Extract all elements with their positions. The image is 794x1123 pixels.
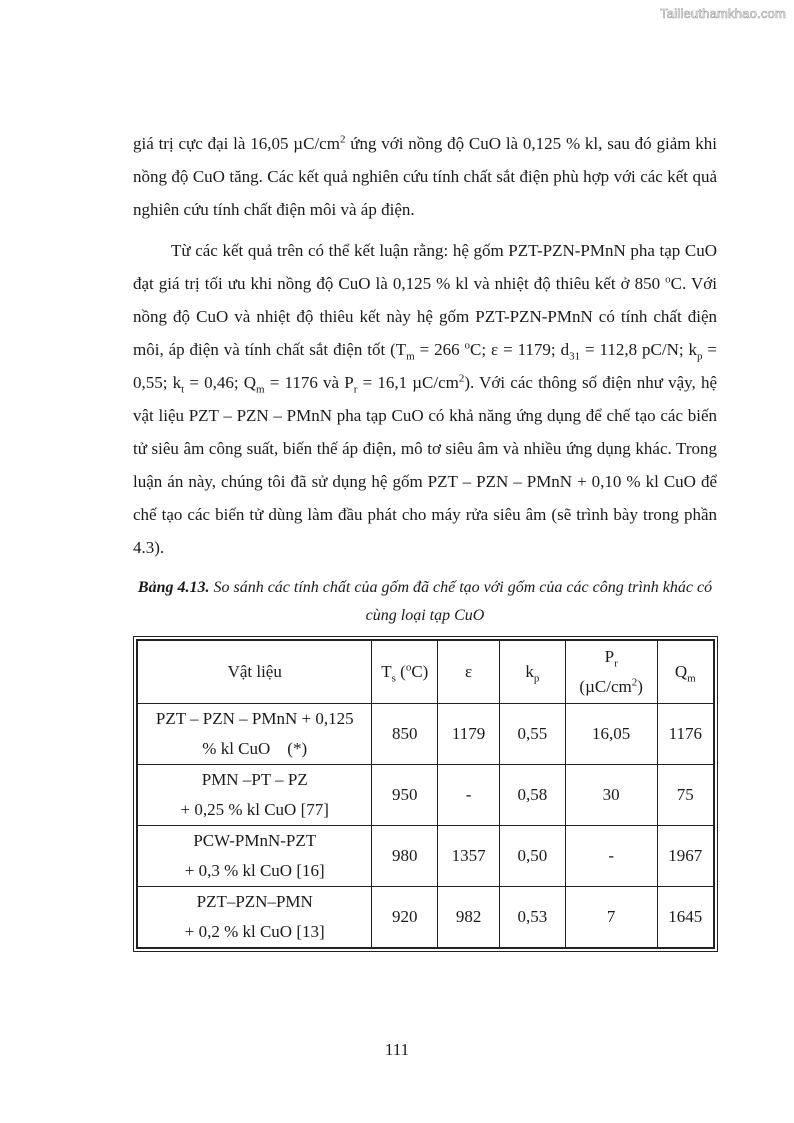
cell-text: PZT – PZN – PMnN + 0,125 [155, 709, 354, 728]
subscript: m [687, 672, 696, 685]
cell-text: + 0,2 % kl CuO [13] [184, 922, 325, 941]
cell-qm: 1967 [657, 826, 714, 887]
cell-material [137, 704, 372, 765]
cell-material [137, 765, 372, 826]
text-run: = 0,55; k [133, 340, 717, 392]
text-run: = 266 [414, 340, 465, 359]
superscript: 2 [339, 133, 346, 146]
header-qm [657, 640, 714, 704]
cell-epsilon: 1357 [438, 826, 500, 887]
table-row [137, 704, 714, 765]
header-text: Q [674, 662, 688, 681]
text-run: = 1176 và P [264, 373, 354, 392]
text-run: = 16,1 µC/cm [357, 373, 459, 392]
header-text: k [525, 662, 534, 681]
text-run: C; ε = 1179; d [470, 340, 570, 359]
header-material [137, 640, 372, 704]
cell-ts: 850 [372, 704, 438, 765]
cell-qm: 1176 [657, 704, 714, 765]
header-kp [500, 640, 566, 704]
subscript: p [697, 350, 703, 363]
cell-kp: 0,50 [500, 826, 566, 887]
caption-label: Bảng 4.13. [137, 579, 210, 596]
superscript: o [665, 273, 671, 286]
cell-epsilon: 1179 [438, 704, 500, 765]
text-run: giá trị cực đại là 16,05 µC/cm [133, 134, 340, 153]
cell-epsilon: - [438, 765, 500, 826]
text-run: Từ các kết quả trên có thể kết luận rằng: hệ gốm PZT-PZN-PMnN pha tạp CuO đạt giá trị tối ưu khi nồng độ CuO là 0,125 % kl và nhiệt độ thiêu kết ở 850 [133, 241, 717, 293]
subscript: t [181, 383, 185, 396]
paragraph-1 [133, 127, 717, 226]
cell-material [137, 826, 372, 887]
cell-text: % kl CuO (*) [202, 739, 308, 758]
table-row [137, 765, 714, 826]
caption-text: So sánh các tính chất của gốm đã chế tạo với gốm của các công trình khác có cùng loại tạp CuO [209, 579, 713, 624]
text-run: ứng với nồng độ CuO là 0,125 % kl, sau đó giảm khi nồng độ CuO tăng. Các kết quả nghiên cứu tính chất sắt điện phù hợp với các kết quả nghiên cứu tính chất điện môi và áp điện. [133, 134, 717, 219]
header-text: Vật liệu [227, 662, 282, 681]
header-text: ε [465, 662, 473, 681]
cell-pr: 30 [565, 765, 657, 826]
subscript: r [614, 657, 618, 670]
table-header-row [137, 640, 714, 704]
header-pr [565, 640, 657, 704]
watermark: Tailieuthamkhao.com [660, 6, 786, 21]
cell-text: PZT–PZN–PMN [196, 892, 313, 911]
cell-ts: 980 [372, 826, 438, 887]
page-body [133, 127, 717, 630]
subscript: p [533, 672, 540, 685]
text-run: = 112,8 pC/N; k [580, 340, 697, 359]
cell-pr: 7 [565, 887, 657, 949]
superscript: 2 [458, 372, 465, 385]
cell-text: + 0,25 % kl CuO [77] [180, 800, 329, 819]
cell-kp: 0,55 [500, 704, 566, 765]
cell-ts: 950 [372, 765, 438, 826]
cell-ts: 920 [372, 887, 438, 949]
subscript: 31 [569, 350, 581, 363]
header-text: P [604, 647, 615, 666]
cell-pr: - [565, 826, 657, 887]
cell-material [137, 887, 372, 949]
header-text: C) [411, 662, 429, 681]
header-text: ) [637, 677, 643, 696]
cell-qm: 75 [657, 765, 714, 826]
cell-text: + 0,3 % kl CuO [16] [184, 861, 325, 880]
superscript: o [405, 661, 412, 674]
cell-epsilon: 982 [438, 887, 500, 949]
table-row [137, 887, 714, 949]
paragraph-2 [133, 234, 717, 564]
superscript: 2 [631, 676, 638, 689]
table-caption [133, 574, 717, 630]
subscript: m [256, 383, 265, 396]
header-ts [372, 640, 438, 704]
superscript: o [464, 339, 471, 352]
header-text: ( [395, 662, 406, 681]
subscript: r [353, 383, 358, 396]
comparison-table [136, 639, 715, 949]
cell-text: PMN –PT – PZ [201, 770, 308, 789]
page-number: 111 [384, 1040, 410, 1059]
table-row [137, 826, 714, 887]
text-run: ). Với các thông số điện như vậy, hệ vật liệu PZT – PZN – PMnN pha tạp CuO có khả năng ứng dụng để chế tạo các biến tử siêu âm công suất, biến thế áp điện, mô tơ siêu âm và nhiều ứng dụng khác. Trong luận án này, chúng tôi đã sử dụng hệ gốm PZT – PZN – PMnN + 0,10 % kl CuO để chế tạo các biến tử dùng làm đầu phát cho máy rửa siêu âm (sẽ trình bày trong phần 4.3). [133, 373, 717, 557]
cell-kp: 0,58 [500, 765, 566, 826]
cell-kp: 0,53 [500, 887, 566, 949]
text-run: C. Với nồng độ CuO và nhiệt độ thiêu kết này hệ gốm PZT-PZN-PMnN có tính chất điện môi, áp điện và tính chất sắt điện tốt (T [133, 274, 717, 359]
subscript: m [406, 350, 415, 363]
header-text: (µC/cm [579, 677, 632, 696]
header-epsilon [438, 640, 500, 704]
header-text: T [381, 662, 392, 681]
text-run: = 0,46; Q [184, 373, 257, 392]
cell-text: PCW-PMnN-PZT [193, 831, 317, 850]
subscript: s [391, 672, 396, 685]
cell-qm: 1645 [657, 887, 714, 949]
cell-pr: 16,05 [565, 704, 657, 765]
